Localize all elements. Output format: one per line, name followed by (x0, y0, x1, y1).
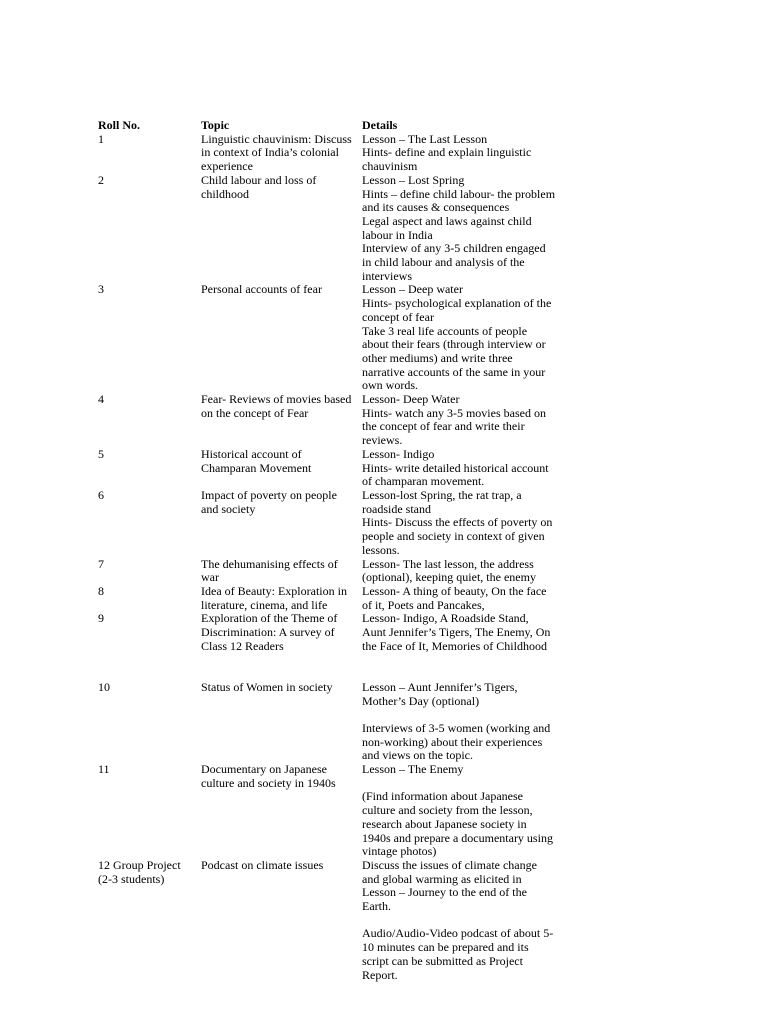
roll-cell-line: 7 (98, 556, 104, 571)
table-row (98, 585, 568, 612)
topic-cell (201, 612, 362, 653)
details-cell-line: Mother’s Day (optional) (362, 693, 480, 708)
details-cell-line: Hints- watch any 3-5 movies based on (362, 405, 546, 420)
topic-cell-line: Podcast on climate issues (201, 857, 324, 872)
topic-cell-line: Class 12 Readers (201, 638, 284, 653)
details-cell-line: research about Japanese society in (362, 816, 527, 831)
details-cell-line: other mediums) and write three (362, 350, 513, 365)
details-cell-line: Lesson-lost Spring, the rat trap, a (362, 487, 522, 502)
roll-cell (98, 585, 201, 599)
details-cell-line: Hints – define child labour- the problem (362, 186, 556, 201)
details-cell-line: Discuss the issues of climate change (362, 857, 537, 872)
topic-cell-line: Historical account of (201, 446, 302, 461)
topic-cell-line: Documentary on Japanese (201, 762, 327, 776)
roll-cell (98, 448, 201, 462)
details-cell-line: lessons. (362, 542, 400, 557)
details-cell-line: (optional), keeping quiet, the enemy (362, 570, 536, 585)
topic-cell (201, 585, 362, 612)
details-cell-line: and its causes & consequences (362, 200, 510, 215)
topic-cell-line: war (201, 570, 219, 585)
details-cell-line: chauvinism (362, 159, 418, 174)
details-cell-line: Hints- define and explain linguistic (362, 145, 532, 160)
roll-cell (98, 681, 201, 695)
topic-cell (201, 859, 362, 873)
roll-cell (98, 859, 201, 886)
details-cell-line: 1940s and prepare a documentary using (362, 830, 553, 845)
topic-cell-line: culture and society in 1940s (201, 775, 336, 790)
details-cell-line: Lesson – Lost Spring (362, 172, 465, 187)
table-row (98, 133, 568, 174)
details-cell-line: Lesson- A thing of beauty, On the face (362, 583, 547, 598)
topic-cell (201, 133, 362, 174)
roll-cell (98, 133, 201, 147)
table-body (98, 133, 568, 983)
details-cell-line: of champaran movement. (362, 474, 485, 489)
header-details: Details (362, 118, 398, 132)
details-cell-line: culture and society from the lesson, (362, 803, 533, 818)
details-cell (362, 283, 564, 393)
topic-cell (201, 283, 362, 297)
topic-cell-line: Impact of poverty on people (201, 487, 337, 502)
table-row (98, 612, 568, 680)
topic-cell (201, 558, 362, 585)
roll-cell-line: 9 (98, 611, 104, 626)
roll-cell (98, 558, 201, 572)
header-topic: Topic (201, 118, 230, 132)
details-cell-line: Take 3 real life accounts of people (362, 323, 528, 338)
details-cell-line: Lesson – Deep water (362, 282, 463, 297)
roll-cell-line: 5 (98, 446, 104, 461)
roll-cell (98, 612, 201, 626)
details-cell (362, 558, 564, 585)
table-row (98, 489, 568, 558)
table-row (98, 283, 568, 393)
project-table (98, 119, 568, 982)
details-cell-line: labour in India (362, 227, 433, 242)
roll-cell-line: 12 Group Project (98, 857, 181, 872)
details-cell-line: Aunt Jennifer’s Tigers, The Enemy, On (362, 625, 551, 640)
topic-cell-line: in context of India’s colonial (201, 145, 339, 160)
details-cell (362, 174, 564, 284)
blank-line (362, 653, 564, 667)
details-cell-line: Audio/Audio-Video podcast of about 5- (362, 926, 554, 941)
details-cell (362, 763, 564, 859)
topic-cell-line: Fear- Reviews of movies based (201, 392, 352, 407)
details-cell (362, 489, 564, 558)
details-cell (362, 612, 564, 680)
details-cell-line: own words. (362, 378, 418, 393)
table-row (98, 558, 568, 585)
details-cell-line: Hints- write detailed historical account (362, 460, 549, 475)
topic-cell (201, 393, 362, 420)
details-cell-line: non-working) about their experiences (362, 734, 543, 749)
details-cell-line: narrative accounts of the same in your (362, 364, 546, 379)
roll-cell-line: 2 (98, 172, 104, 187)
roll-cell-line: 11 (98, 762, 110, 776)
table-row (98, 859, 568, 982)
details-cell (362, 585, 564, 612)
roll-cell-line: 4 (98, 392, 104, 407)
roll-cell-line: 1 (98, 131, 104, 146)
details-cell-line: people and society in context of given (362, 529, 545, 544)
topic-cell-line: literature, cinema, and life (201, 597, 328, 612)
topic-cell (201, 763, 362, 790)
details-cell-line: Lesson – Aunt Jennifer’s Tigers, (362, 679, 518, 694)
table-row (98, 393, 568, 448)
topic-cell (201, 681, 362, 695)
details-cell-line: Lesson – Journey to the end of the (362, 885, 527, 900)
roll-cell-line: 8 (98, 583, 104, 598)
details-cell-line: Lesson- Indigo, A Roadside Stand, (362, 611, 529, 626)
topic-cell-line: Linguistic chauvinism: Discuss (201, 131, 352, 146)
details-cell-line: and global warming as elicited in (362, 871, 522, 886)
details-cell (362, 448, 564, 489)
details-cell-line: Lesson – The Enemy (362, 762, 464, 776)
details-cell (362, 393, 564, 448)
details-cell-line: Lesson- The last lesson, the address (362, 556, 534, 571)
table-row (98, 763, 568, 859)
details-cell-line: Interview of any 3-5 children engaged (362, 241, 546, 256)
topic-cell-line: Exploration of the Theme of (201, 611, 338, 626)
topic-cell (201, 174, 362, 201)
blank-line (362, 914, 564, 928)
details-cell (362, 681, 564, 763)
details-cell-line: 10 minutes can be prepared and its (362, 940, 529, 955)
details-cell-line: Lesson – The Last Lesson (362, 131, 488, 146)
roll-cell (98, 393, 201, 407)
table-row (98, 448, 568, 489)
topic-cell-line: Idea of Beauty: Exploration in (201, 583, 347, 598)
topic-cell-line: Personal accounts of fear (201, 282, 322, 297)
details-cell-line: Interviews of 3-5 women (working and (362, 720, 551, 735)
details-cell-line: roadside stand (362, 501, 431, 516)
details-cell (362, 859, 564, 982)
topic-cell-line: Discrimination: A survey of (201, 625, 335, 640)
details-cell-line: Earth. (362, 899, 391, 914)
topic-cell-line: The dehumanising effects of (201, 556, 338, 571)
roll-cell-line: 6 (98, 487, 104, 502)
details-cell-line: about their fears (through interview or (362, 337, 546, 352)
details-cell-line: Lesson- Indigo (362, 446, 435, 461)
details-cell-line: vintage photos) (362, 844, 437, 859)
details-cell-line: and views on the topic. (362, 748, 473, 763)
details-cell-line: (Find information about Japanese (362, 789, 523, 804)
roll-cell (98, 283, 201, 297)
topic-cell-line: Status of Women in society (201, 679, 333, 694)
details-cell-line: concept of fear (362, 309, 434, 324)
topic-cell-line: childhood (201, 186, 249, 201)
roll-cell (98, 763, 201, 777)
details-cell-line: the Face of It, Memories of Childhood (362, 638, 547, 653)
details-cell-line: the concept of fear and write their (362, 419, 525, 434)
roll-cell-line: 10 (98, 679, 110, 694)
roll-cell (98, 174, 201, 188)
details-cell-line: of it, Poets and Pancakes, (362, 597, 485, 612)
table-row (98, 681, 568, 763)
topic-cell-line: experience (201, 159, 253, 174)
topic-cell (201, 489, 362, 516)
blank-line (362, 708, 564, 722)
details-cell-line: script can be submitted as Project (362, 953, 523, 968)
table-header-row (98, 119, 568, 133)
topic-cell (201, 448, 362, 475)
table-row (98, 174, 568, 284)
details-cell (362, 133, 564, 174)
topic-cell-line: Child labour and loss of (201, 172, 317, 187)
details-cell-line: Legal aspect and laws against child (362, 213, 532, 228)
header-roll-no: Roll No. (98, 118, 140, 132)
details-cell-line: reviews. (362, 433, 403, 448)
roll-cell-line: (2-3 students) (98, 871, 165, 886)
details-cell-line: Hints- psychological explanation of the (362, 296, 552, 311)
topic-cell-line: and society (201, 501, 256, 516)
blank-line (362, 667, 564, 681)
details-cell-line: in child labour and analysis of the (362, 255, 525, 270)
topic-cell-line: Champaran Movement (201, 460, 312, 475)
details-cell-line: interviews (362, 268, 412, 283)
details-cell-line: Hints- Discuss the effects of poverty on (362, 515, 553, 530)
roll-cell (98, 489, 201, 503)
details-cell-line: Report. (362, 967, 398, 982)
roll-cell-line: 3 (98, 282, 104, 297)
blank-line (362, 777, 564, 791)
details-cell-line: Lesson- Deep Water (362, 392, 460, 407)
topic-cell-line: on the concept of Fear (201, 405, 309, 420)
